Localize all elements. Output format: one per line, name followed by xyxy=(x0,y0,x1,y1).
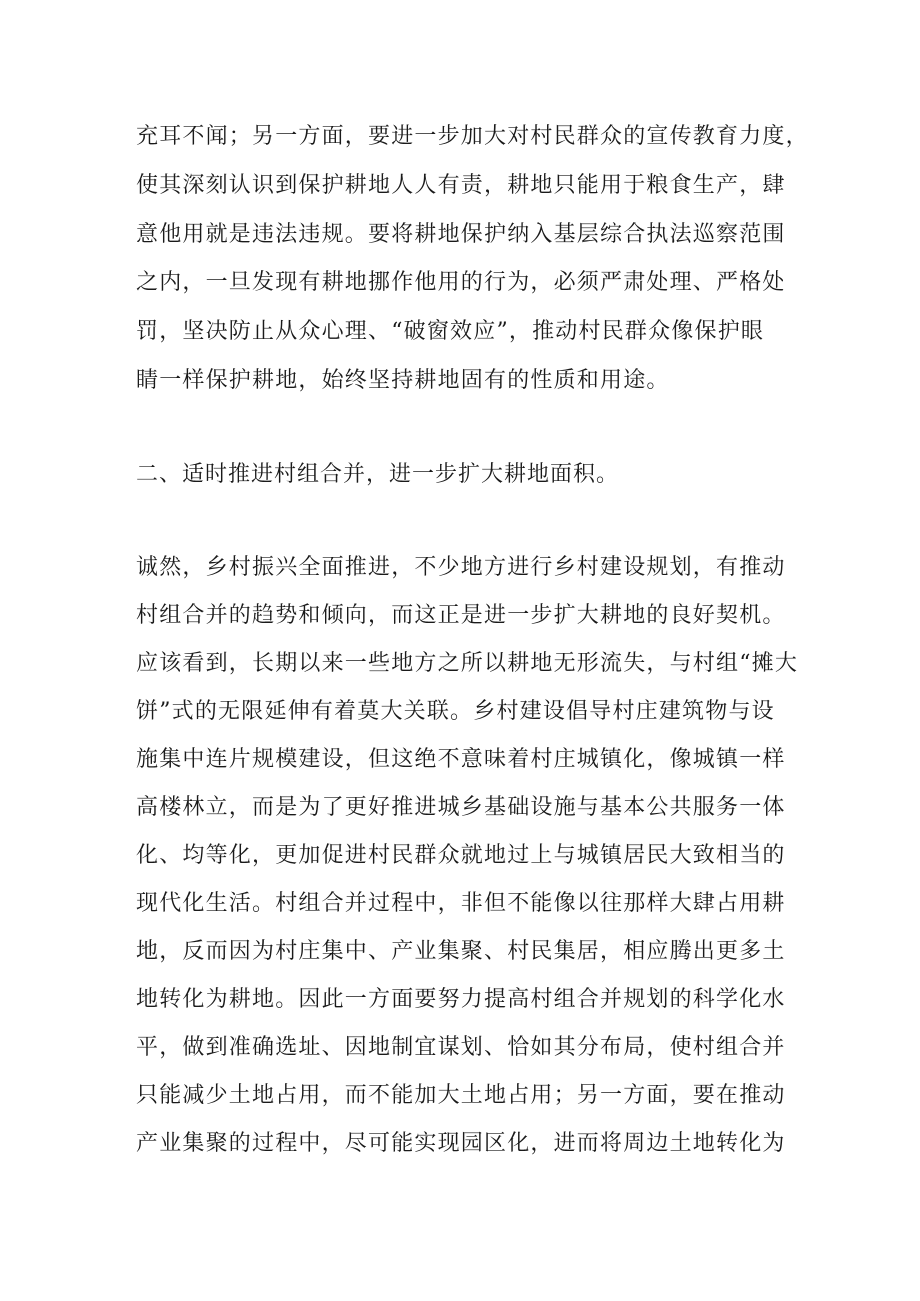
paragraph-2-line: 诚然，乡村振兴全面推进，不少地方进行乡村建设规划，有推动 xyxy=(136,555,786,580)
paragraph-2-line: 现代化生活。村组合并过程中，非但不能像以往那样大肆占用耕 xyxy=(136,891,786,916)
paragraph-2-line: 饼”式的无限延伸有着莫大关联。乡村建设倡导村庄建筑物与设 xyxy=(136,699,775,724)
paragraph-1-line: 之内，一旦发现有耕地挪作他用的行为，必须严肃处理、严格处 xyxy=(136,270,786,295)
paragraph-2-line: 平，做到准确选址、因地制宜谋划、恰如其分布局，使村组合并 xyxy=(136,1035,786,1060)
paragraph-1-line: 使其深刻认识到保护耕地人人有责，耕地只能用于粮食生产，肆 xyxy=(136,173,786,198)
paragraph-2-line: 只能减少土地占用，而不能加大土地占用；另一方面，要在推动 xyxy=(136,1083,786,1108)
section-heading: 二、适时推进村组合并，进一步扩大耕地面积。 xyxy=(136,462,620,487)
paragraph-2-line: 施集中连片规模建设，但这绝不意味着村庄城镇化，像城镇一样 xyxy=(136,747,786,772)
paragraph-2-line: 村组合并的趋势和倾向，而这正是进一步扩大耕地的良好契机。 xyxy=(136,603,786,628)
paragraph-2-line: 产业集聚的过程中，尽可能实现园区化，进而将周边土地转化为 xyxy=(136,1131,786,1156)
paragraph-1-line: 意他用就是违法违规。要将耕地保护纳入基层综合执法巡察范围 xyxy=(136,222,786,247)
paragraph-1-line: 充耳不闻；另一方面，要进一步加大对村民群众的宣传教育力度， xyxy=(136,124,809,149)
paragraph-2-line: 应该看到，长期以来一些地方之所以耕地无形流失，与村组“摊大 xyxy=(136,651,799,676)
paragraph-2-line: 地转化为耕地。因此一方面要努力提高村组合并规划的科学化水 xyxy=(136,987,786,1012)
paragraph-2-line: 化、均等化，更加促进村民群众就地过上与城镇居民大致相当的 xyxy=(136,843,786,868)
paragraph-2-line: 高楼林立，而是为了更好推进城乡基础设施与基本公共服务一体 xyxy=(136,795,786,820)
paragraph-1-line: 罚，坚决防止从众心理、“破窗效应”，推动村民群众像保护眼 xyxy=(136,319,765,344)
paragraph-2-line: 地，反而因为村庄集中、产业集聚、村民集居，相应腾出更多土 xyxy=(136,939,786,964)
paragraph-1-line: 睛一样保护耕地，始终坚持耕地固有的性质和用途。 xyxy=(136,368,670,393)
